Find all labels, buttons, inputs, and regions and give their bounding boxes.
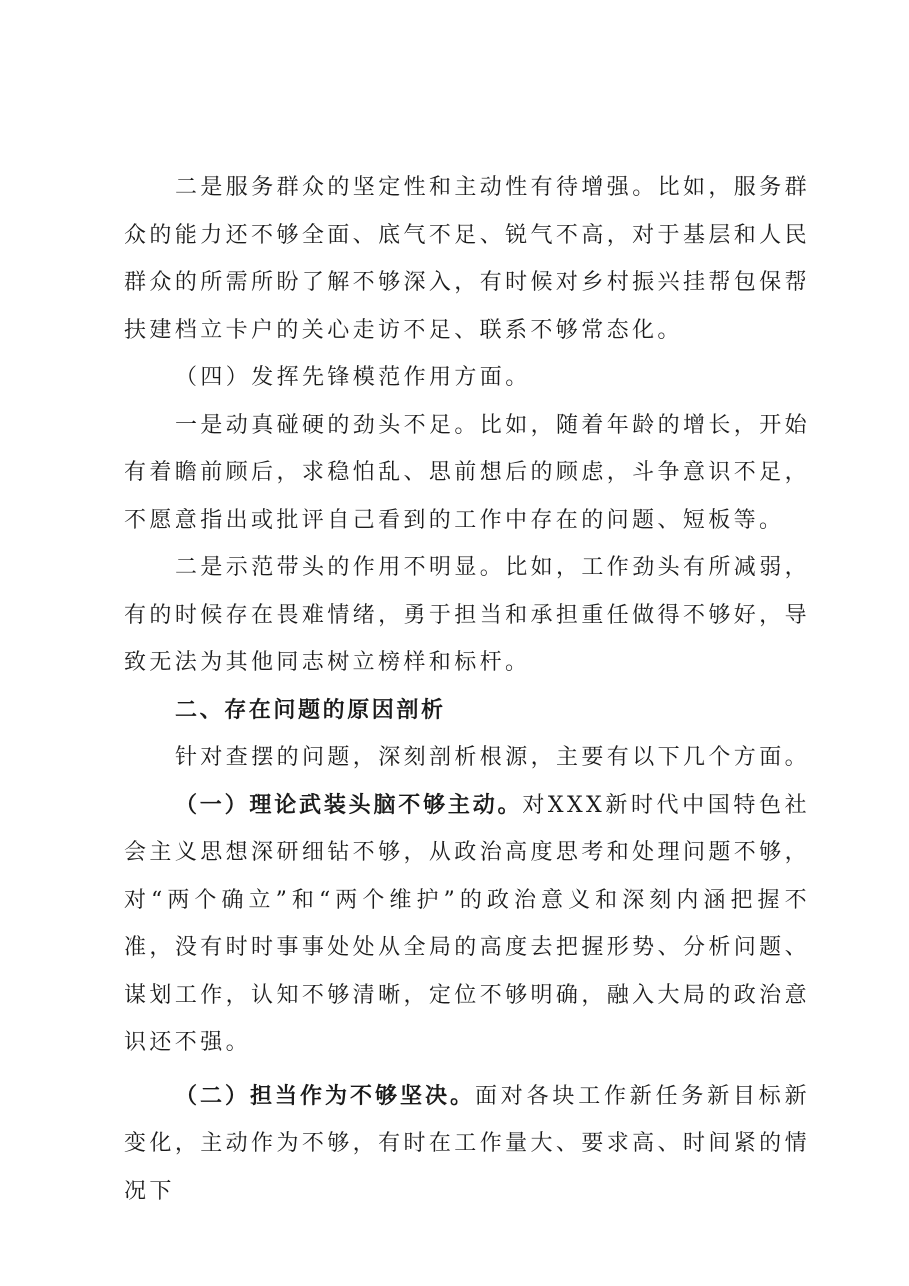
paragraph-leading-example: 二是示范带头的作用不明显。比如，工作劲头有所减弱，有的时候存在畏难情绪，勇于担当和承担重任做得不够好，导致无法为其他同志树立榜样和标杆。 (124, 555, 811, 675)
paragraph-service-masses: 二是服务群众的坚定性和主动性有待增强。比如，服务群众的能力还不够全面、底气不足、锐气不高，对于基层和人民群众的所需所盼了解不够深入，有时候对乡村振兴挂帮包保帮扶建档立卡户的关心走访不足、联系不够常态化。 (124, 175, 811, 343)
paragraph-theory-armament (124, 782, 810, 1067)
paragraph-intro: 针对查摆的问题，深刻剖析根源，主要有以下几个方面。 (175, 745, 811, 770)
point-one-lead: （一）理论武装头脑不够主动。 (175, 792, 523, 818)
section-heading-cause-analysis: 二、存在问题的原因剖析 (175, 697, 446, 723)
paragraph-responsibility (124, 1073, 810, 1216)
document-body (124, 164, 810, 1215)
subsection-heading-vanguard-role: （四）发挥先锋模范作用方面。 (175, 365, 531, 390)
point-two-body: 面对各块工作新任务新目标新变化，主动作为不够，有时在工作量大、要求高、时间紧的情况下 (124, 1083, 810, 1204)
paragraph-courage: 一是动真碰硬的劲头不足。比如，随着年龄的增长，开始有着瞻前顾后，求稳怕乱、思前想后的顾虑，斗争意识不足，不愿意指出或批评自己看到的工作中存在的问题、短板等。 (124, 412, 811, 533)
point-two-lead: （二）担当作为不够坚决。 (175, 1083, 475, 1109)
point-one-body: 对XXX新时代中国特色社会主义思想深研细钻不够，从政治高度思考和处理问题不够，对“两个确立”和“两个维护”的政治意义和深刻内涵把握不准，没有时时事事处处从全局的高度去把握形势、分析问题、谋划工作，认知不够清晰，定位不够明确，融入大局的政治意识还不强。 (124, 792, 810, 1055)
